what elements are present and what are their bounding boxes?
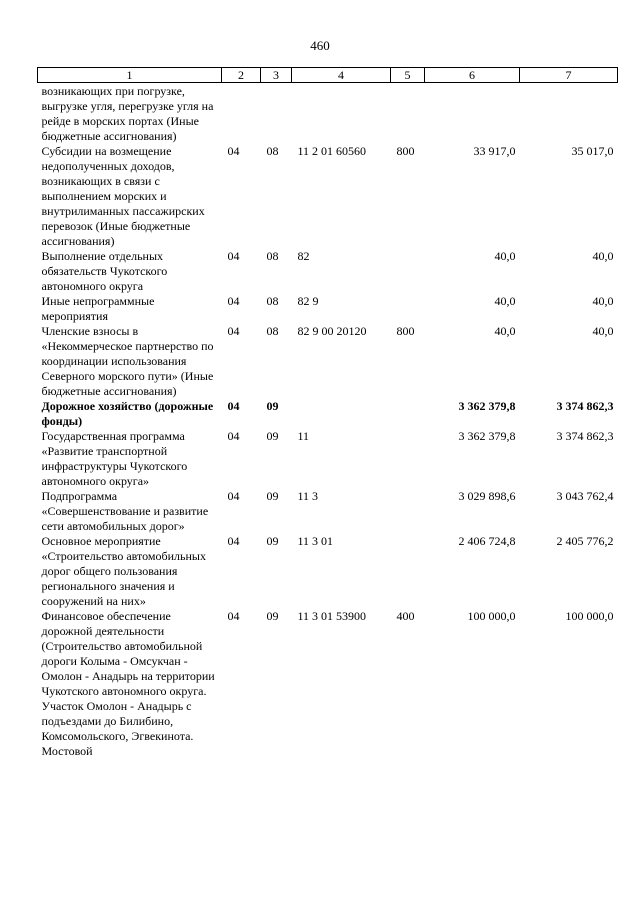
cell-target-article: 82 9 00 20120 bbox=[297, 324, 367, 338]
cell-name: возникающих при погрузке, выгрузке угля, перегрузке угля на рейде в морских портах (Иные бюджетные ассигнования) bbox=[41, 84, 214, 143]
cell-target-article: 11 3 01 bbox=[297, 534, 334, 548]
table-row bbox=[38, 429, 618, 489]
cell-expense-type bbox=[391, 249, 425, 294]
cell-subsection: 09 bbox=[266, 534, 279, 548]
cell-target-article: 11 3 01 53900 bbox=[297, 609, 367, 623]
cell-section: 04 bbox=[227, 534, 240, 548]
cell-section: 04 bbox=[227, 489, 240, 503]
table-row bbox=[38, 294, 618, 324]
cell-section: 04 bbox=[227, 399, 240, 413]
cell-subsection: 09 bbox=[266, 489, 279, 503]
cell-amount-year-1: 3 029 898,6 bbox=[458, 489, 516, 503]
cell-name: Членские взносы в «Некоммерческое партнерство по координации использования Северного морского пути» (Иные бюджетные ассигнования) bbox=[41, 324, 214, 398]
cell-subsection: 09 bbox=[266, 609, 279, 623]
header-col-7: 7 bbox=[520, 68, 618, 83]
cell-target-article: 82 9 bbox=[297, 294, 319, 308]
cell-name: Финансовое обеспечение дорожной деятельности (Строительство автомобильной дороги Колыма - Омсукчан - Омолон - Анадырь на территории Чукотского автономного округа. Участок Омолон - Анадырь с подъездами до Билибино, Комсомольского, Эгвекинота. Мостовой bbox=[41, 609, 215, 758]
table-row bbox=[38, 489, 618, 534]
cell-section bbox=[222, 83, 261, 145]
cell-amount-year-1: 100 000,0 bbox=[467, 609, 516, 623]
cell-amount-year-2: 3 374 862,3 bbox=[556, 399, 614, 413]
cell-section: 04 bbox=[227, 324, 240, 338]
cell-amount-year-2: 40,0 bbox=[592, 249, 614, 263]
cell-target-article: 11 bbox=[297, 429, 310, 443]
cell-expense-type bbox=[391, 294, 425, 324]
cell-section: 04 bbox=[227, 144, 240, 158]
cell-target-article bbox=[292, 399, 391, 429]
cell-expense-type bbox=[391, 83, 425, 145]
table-row bbox=[38, 399, 618, 429]
cell-section: 04 bbox=[227, 249, 240, 263]
cell-section: 04 bbox=[227, 294, 240, 308]
cell-name: Подпрограмма «Совершенствование и развитие сети автомобильных дорог» bbox=[41, 489, 209, 533]
cell-amount-year-2: 35 017,0 bbox=[571, 144, 614, 158]
cell-subsection: 09 bbox=[266, 399, 279, 413]
cell-amount-year-2: 40,0 bbox=[592, 294, 614, 308]
header-col-3: 3 bbox=[261, 68, 292, 83]
cell-amount-year-2: 3 374 862,3 bbox=[556, 429, 614, 443]
cell-amount-year-1: 3 362 379,8 bbox=[458, 399, 516, 413]
cell-expense-type bbox=[391, 534, 425, 609]
cell-expense-type bbox=[391, 399, 425, 429]
cell-name: Основное мероприятие «Строительство автомобильных дорог общего пользования регионального значения и сооружений на них» bbox=[41, 534, 206, 608]
cell-expense-type: 400 bbox=[396, 609, 415, 623]
cell-section: 04 bbox=[227, 429, 240, 443]
cell-name: Субсидии на возмещение недополученных доходов, возникающих в связи с выполнением морских и внутрилиманных пассажирских перевозок (Иные бюджетные ассигнования) bbox=[41, 144, 205, 248]
cell-expense-type: 800 bbox=[396, 144, 415, 158]
cell-subsection: 08 bbox=[266, 294, 279, 308]
cell-name: Государственная программа «Развитие транспортной инфраструктуры Чукотского автономного округа» bbox=[41, 429, 188, 488]
cell-subsection: 08 bbox=[266, 249, 279, 263]
cell-expense-type: 800 bbox=[396, 324, 415, 338]
cell-amount-year-2: 3 043 762,4 bbox=[556, 489, 614, 503]
table-row bbox=[38, 534, 618, 609]
header-col-1: 1 bbox=[38, 68, 222, 83]
cell-subsection: 08 bbox=[266, 324, 279, 338]
header-row bbox=[38, 68, 618, 83]
cell-target-article bbox=[292, 83, 391, 145]
cell-target-article: 11 2 01 60560 bbox=[297, 144, 367, 158]
cell-amount-year-2: 100 000,0 bbox=[565, 609, 614, 623]
cell-expense-type bbox=[391, 429, 425, 489]
table-row bbox=[38, 609, 618, 759]
header-col-5: 5 bbox=[391, 68, 425, 83]
cell-name: Выполнение отдельных обязательств Чукотского автономного округа bbox=[41, 249, 168, 293]
cell-subsection bbox=[261, 83, 292, 145]
cell-name: Дорожное хозяйство (дорожные фонды) bbox=[41, 399, 214, 428]
cell-amount-year-1: 40,0 bbox=[494, 249, 516, 263]
page-number: 460 bbox=[310, 38, 330, 53]
cell-amount-year-1: 2 406 724,8 bbox=[458, 534, 516, 548]
cell-amount-year-1: 33 917,0 bbox=[473, 144, 516, 158]
cell-name: Иные непрограммные мероприятия bbox=[41, 294, 155, 323]
header-col-4: 4 bbox=[292, 68, 391, 83]
table-row bbox=[38, 324, 618, 399]
cell-target-article: 11 3 bbox=[297, 489, 319, 503]
cell-amount-year-1: 40,0 bbox=[494, 294, 516, 308]
table-row bbox=[38, 83, 618, 145]
cell-amount-year-2: 40,0 bbox=[592, 324, 614, 338]
header-col-6: 6 bbox=[425, 68, 520, 83]
cell-amount-year-1: 40,0 bbox=[494, 324, 516, 338]
table-row bbox=[38, 144, 618, 249]
cell-amount-year-1 bbox=[425, 83, 520, 145]
cell-section: 04 bbox=[227, 609, 240, 623]
cell-target-article: 82 bbox=[297, 249, 310, 263]
cell-amount-year-2: 2 405 776,2 bbox=[556, 534, 614, 548]
cell-subsection: 09 bbox=[266, 429, 279, 443]
cell-expense-type bbox=[391, 489, 425, 534]
header-col-2: 2 bbox=[222, 68, 261, 83]
cell-amount-year-1: 3 362 379,8 bbox=[458, 429, 516, 443]
budget-table bbox=[37, 67, 618, 759]
table-row bbox=[38, 249, 618, 294]
cell-amount-year-2 bbox=[520, 83, 618, 145]
cell-subsection: 08 bbox=[266, 144, 279, 158]
